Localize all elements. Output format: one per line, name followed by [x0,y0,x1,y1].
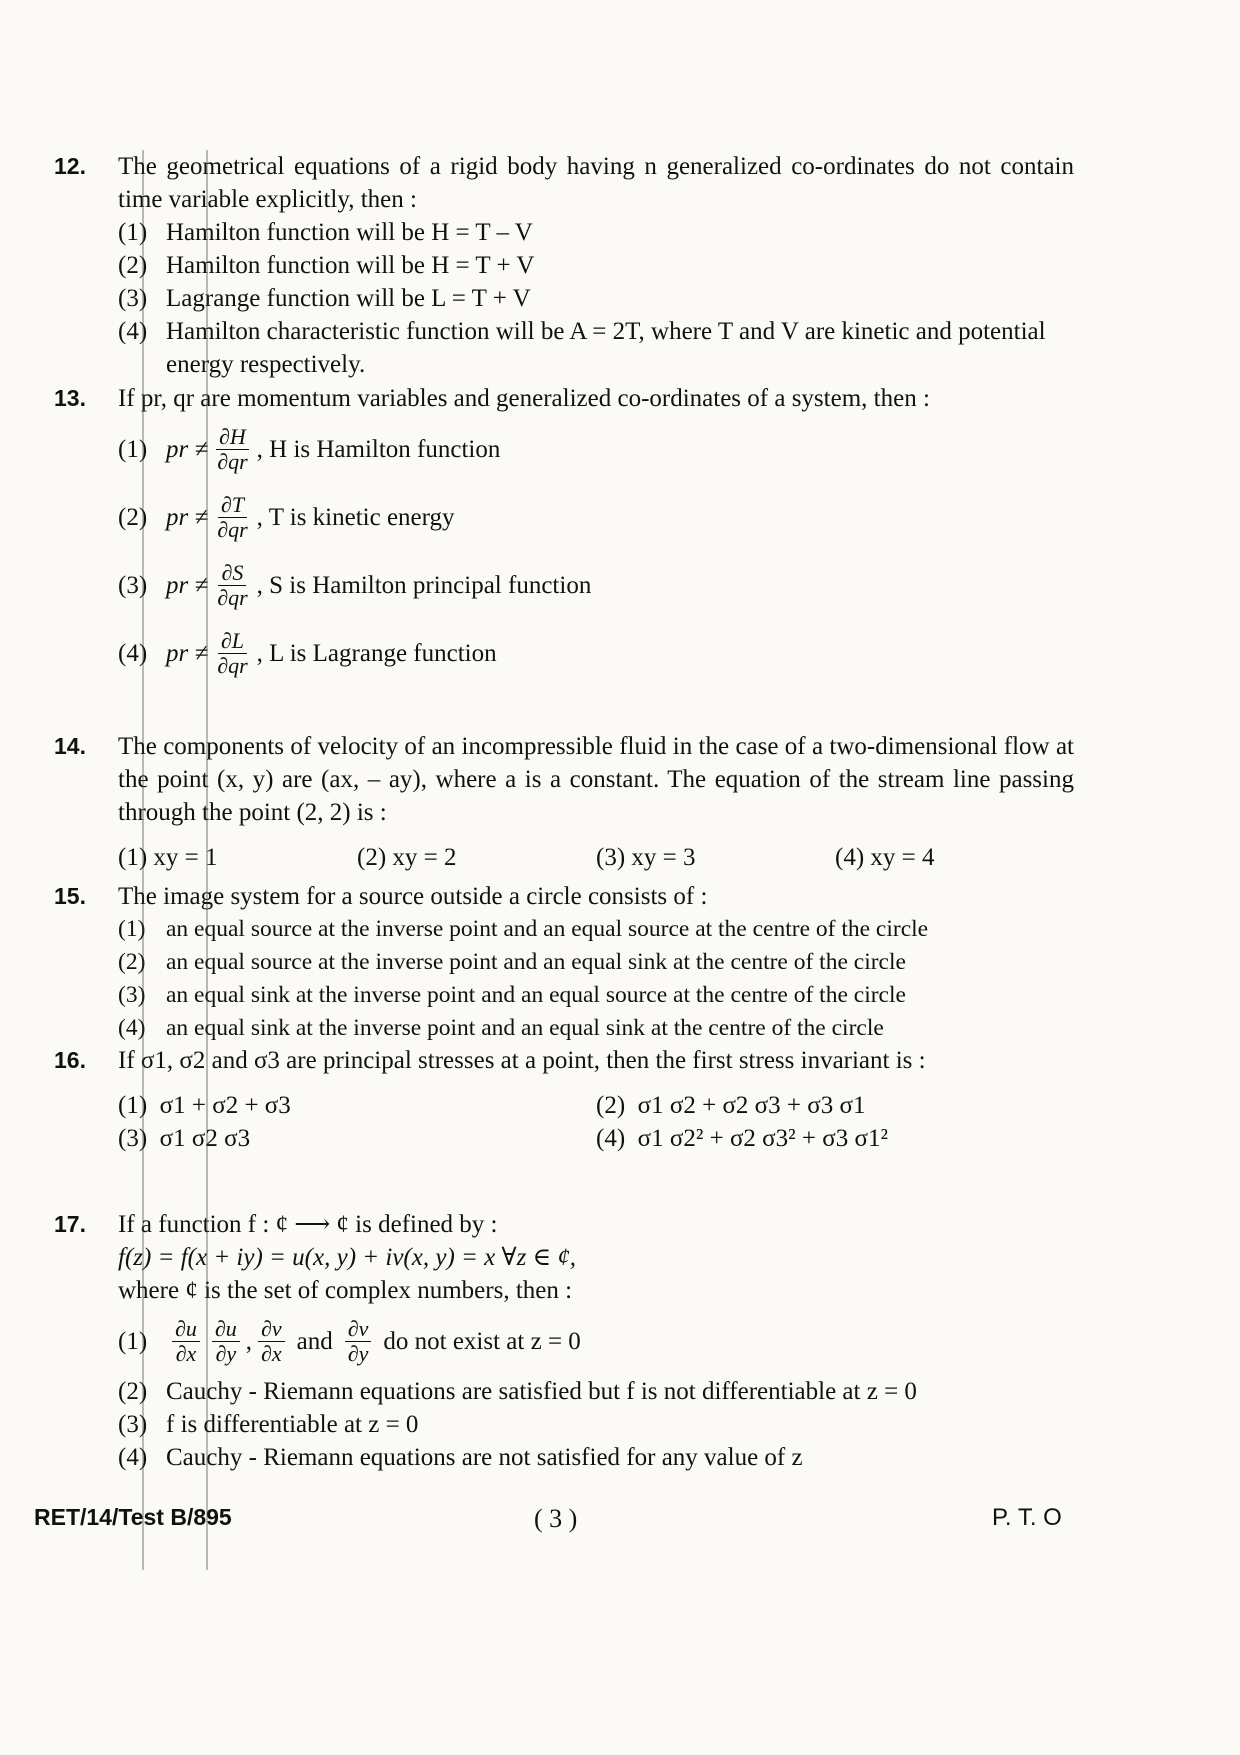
option-number: (2) [596,1092,626,1119]
option [357,841,596,874]
question-number: 14. [54,733,86,759]
fraction [172,1317,200,1366]
option-number: (1) [118,1092,148,1119]
option-number: (1) [118,219,148,246]
numerator: ∂u [212,1317,240,1342]
option [596,841,835,874]
fraction [214,425,250,474]
option-number: (4) [835,844,865,871]
option [118,551,1074,619]
option [118,415,1074,483]
option [835,841,1074,874]
option [118,483,1074,551]
denominator: ∂x [261,1340,282,1366]
option-text: , T is kinetic energy [256,503,455,531]
option-lhs: pr ≠ [166,503,209,531]
test-code: RET/14/Test B/895 [34,1504,232,1530]
option-text: do not exist at z = 0 [383,1327,581,1355]
option-number: (3) [118,572,148,599]
denominator: ∂y [347,1340,369,1366]
option-number: (2) [118,252,148,279]
fraction [214,493,250,542]
option [118,1122,596,1155]
option-text: an equal sink at the inverse point and an equal sink at the centre of the circle [166,1015,884,1041]
option-number: (4) [596,1125,626,1152]
option-text: σ1 σ2² + σ2 σ3² + σ3 σ1² [637,1125,888,1152]
option-text: Hamilton characteristic function will be A = 2T, where T and V are kinetic and potential energy respectively. [166,318,1046,378]
option: (1) $\frac{\partial u}{\partial x}$ $\frac{\partial u}{\partial y}$ , $\frac{\partial v}{\partial x}$ and $\frac{\partial v}{\partial y}$ do not exist at z = 0 [118,1315,581,1366]
question-number: 13. [54,385,86,411]
numerator: ∂v [345,1317,372,1342]
option-number: (3) [596,844,626,871]
option-number: (4) [118,640,148,667]
question-number: 15. [54,883,86,909]
numerator: ∂L [218,629,247,654]
scan-line [142,150,144,1570]
fraction [214,629,250,678]
option-number: (4) [118,1015,146,1041]
question-number: 17. [54,1211,86,1237]
option-number: (3) [118,982,146,1008]
option [118,619,1074,687]
option-number: (4) [118,1444,148,1471]
question-text: If pr, qr are momentum variables and generalized co-ordinates of a system, then : [118,385,930,412]
option [118,913,1074,946]
fraction [345,1317,372,1366]
option-lhs: pr ≠ [166,571,209,599]
option-number: (2) [118,1378,148,1405]
option-number: (1) [118,436,148,463]
option-number: (1) [118,844,148,871]
numerator: ∂u [172,1317,200,1342]
option-lhs: pr ≠ [166,435,209,463]
numerator: ∂T [218,493,247,518]
option-text: Hamilton function will be H = T + V [166,252,535,279]
scan-line [206,150,208,1570]
option-text: an equal source at the inverse point and an equal sink at the centre of the circle [166,949,906,975]
option-number: (3) [118,1125,148,1152]
option [596,1089,1074,1122]
option-number: (4) [118,318,148,345]
option [118,282,1074,315]
option [118,979,1074,1012]
option-text: xy = 4 [870,844,935,871]
option [118,1012,1074,1045]
question-number: 16. [54,1047,86,1073]
option [118,315,1074,381]
option [118,1089,596,1122]
option [118,1441,1074,1474]
option-text: , L is Lagrange function [256,639,497,667]
option-and: and [296,1327,333,1355]
option-row [118,1089,1074,1122]
option-row [118,1122,1074,1155]
option-text: , S is Hamilton principal function [256,571,592,599]
option-text: σ1 σ2 + σ2 σ3 + σ3 σ1 [637,1092,866,1119]
fraction [212,1317,240,1366]
denominator: ∂x [175,1340,197,1366]
option [118,1408,1074,1441]
option-number: (2) [118,504,148,531]
option-text: Lagrange function will be L = T + V [166,285,531,312]
numerator: ∂v [258,1317,285,1342]
question-text: The image system for a source outside a circle consists of : [118,883,708,910]
option-number: (3) [118,285,148,312]
option [118,1375,1074,1408]
option-text: an equal source at the inverse point and an equal source at the centre of the circle [166,916,929,942]
option-row [118,841,1074,874]
where-clause: where ¢ is the set of complex numbers, then : [118,1277,573,1304]
option-lhs: pr ≠ [166,639,209,667]
numerator: ∂H [216,425,249,450]
option-text: , H is Hamilton function [256,435,501,463]
option [118,216,1074,249]
pto-label: P. T. O [992,1504,1062,1531]
denominator: ∂qr [217,584,248,610]
option-text: f is differentiable at z = 0 [166,1411,419,1438]
option-number: (2) [357,844,387,871]
fraction [258,1317,285,1366]
question-text: The geometrical equations of a rigid body having n generalized co-ordinates do not contain time variable explicitly, then : [118,153,1074,213]
question-text: If σ1, σ2 and σ3 are principal stresses at a point, then the first stress invariant is : [118,1047,926,1074]
option-text: xy = 1 [153,844,218,871]
fraction [214,561,250,610]
option [596,1122,1074,1155]
option-text: Cauchy - Riemann equations are not satisfied for any value of z [166,1444,803,1471]
option-text: xy = 3 [631,844,696,871]
denominator: ∂qr [217,448,248,474]
option-number: (2) [118,949,146,975]
option [118,946,1074,979]
option-number: (1) [118,1328,148,1355]
option-text: σ1 σ2 σ3 [159,1125,251,1152]
function-formula: f(z) = f(x + iy) = u(x, y) + iv(x, y) = x ∀z ∈ ¢, [118,1244,577,1271]
question-text: The components of velocity of an incompressible fluid in the case of a two-dimensional flow at the point (x, y) are (ax, – ay), where a is a constant. The equation of the stream line passing through the point (2, 2) is : [118,733,1074,826]
option-text: Hamilton function will be H = T – V [166,219,533,246]
question-number: 12. [54,153,86,179]
option-text: Cauchy - Riemann equations are satisfied but f is not differentiable at z = 0 [166,1378,917,1405]
option-text: σ1 + σ2 + σ3 [159,1092,291,1119]
option [118,841,357,874]
question-text: If a function f : ¢ ⟶ ¢ is defined by : [118,1211,498,1238]
denominator: ∂qr [217,516,248,542]
option-text: an equal sink at the inverse point and an equal source at the centre of the circle [166,982,906,1008]
option-number: (3) [118,1411,148,1438]
denominator: ∂y [215,1340,237,1366]
option [118,249,1074,282]
page-number: ( 3 ) [534,1504,578,1533]
numerator: ∂S [218,561,246,586]
option-text: xy = 2 [392,844,457,871]
denominator: ∂qr [217,652,248,678]
option-number: (1) [118,916,146,942]
